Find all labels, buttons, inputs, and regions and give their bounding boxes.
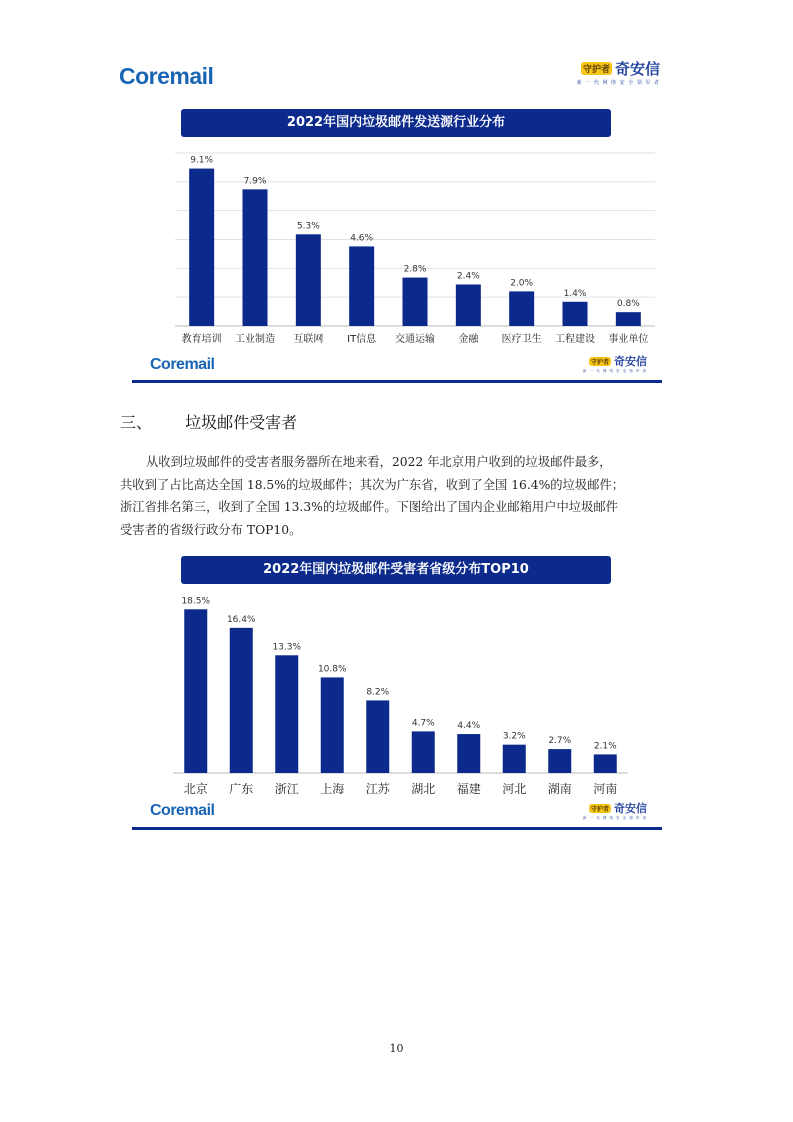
category-label: 教育培训: [181, 334, 222, 345]
bar-教育培训: [189, 169, 214, 326]
chart1-qax-name: 奇安信: [614, 355, 647, 368]
category-label: 浙江: [274, 782, 299, 796]
paragraph-line: 从收到垃圾邮件的受害者服务器所在地来看，2022 年北京用户收到的垃圾邮件最多，: [146, 455, 612, 469]
data-label: 0.8%: [616, 299, 640, 310]
bar-上海: [321, 677, 344, 773]
bar-交通运输: [403, 278, 428, 326]
bar-事业单位: [616, 312, 641, 326]
category-label: 河南: [593, 782, 618, 796]
qax-name: 奇安信: [614, 60, 660, 78]
section-number: 三、: [120, 413, 153, 432]
data-label: 10.8%: [317, 664, 347, 675]
chart1-bottom-rule: [132, 380, 662, 383]
data-label: 13.3%: [272, 642, 302, 653]
data-label: 4.4%: [457, 721, 481, 732]
category-label: 上海: [320, 782, 345, 796]
category-label: 事业单位: [608, 334, 649, 345]
qianxin-logo: [540, 58, 660, 86]
chart1-coremail-logo: Coremail: [150, 356, 215, 373]
chart2-qax-slogan: 新 一 代 网 络 安 全 领 军 者: [582, 816, 647, 820]
category-label: 金融: [458, 334, 479, 345]
chart2-coremail-logo: Coremail: [150, 802, 215, 819]
chart1-title: 2022年国内垃圾邮件发送源行业分布: [181, 109, 611, 137]
coremail-logo: Coremail: [119, 63, 214, 89]
paragraph-line: 浙江省排名第三，收到了全国 13.3%的垃圾邮件。下图给出了国内企业邮箱用户中垃圾邮件: [120, 500, 618, 514]
category-label: 江苏: [365, 782, 390, 796]
bar-互联网: [296, 234, 321, 326]
chart2-qax-badge: 守护者: [590, 805, 609, 813]
body-paragraph: [120, 451, 670, 541]
data-label: 2.8%: [403, 264, 427, 275]
data-label: 2.7%: [548, 736, 572, 747]
bar-江苏: [366, 700, 389, 773]
chart1-qax-slogan: 新 一 代 网 络 安 全 领 军 者: [582, 369, 647, 373]
bar-工业制造: [243, 189, 268, 326]
category-label: 湖北: [411, 782, 436, 796]
category-label: 北京: [183, 782, 208, 796]
data-label: 7.9%: [243, 176, 267, 187]
bar-河南: [594, 754, 617, 773]
chart1-qianxin-logo: [572, 353, 647, 374]
chart1-qax-badge: 守护者: [590, 358, 609, 366]
category-label: 交通运输: [395, 334, 435, 345]
category-label: 互联网: [293, 334, 324, 345]
category-label: 工业制造: [235, 334, 275, 345]
data-label: 18.5%: [181, 596, 211, 607]
paragraph-line: 共收到了占比高达全国 18.5%的垃圾邮件；其次为广东省，收到了全国 16.4%的垃圾邮件；: [120, 477, 625, 492]
paragraph-line: 受害者的省级行政分布 TOP10。: [120, 522, 302, 537]
page-number: 10: [389, 1042, 404, 1055]
bar-北京: [184, 609, 207, 773]
qax-slogan: 新 一 代 网 络 安 全 领 军 者: [576, 80, 660, 86]
data-label: 3.2%: [502, 731, 526, 742]
data-label: 8.2%: [366, 687, 390, 698]
data-label: 2.4%: [456, 271, 480, 282]
chart2-title: 2022年国内垃圾邮件受害者省级分布TOP10: [181, 556, 611, 584]
qax-badge: 守护者: [581, 62, 612, 75]
data-label: 4.7%: [411, 718, 435, 729]
data-label: 4.6%: [350, 233, 374, 244]
category-label: 湖南: [547, 782, 572, 796]
data-label: 1.4%: [563, 288, 587, 299]
data-label: 16.4%: [226, 614, 256, 625]
bar-河北: [503, 745, 526, 773]
data-label: 2.1%: [593, 741, 617, 752]
chart2-qax-name: 奇安信: [614, 802, 647, 815]
category-label: 医疗卫生: [501, 334, 542, 345]
category-label: 河北: [502, 782, 527, 796]
chart2-bottom-rule: [132, 827, 662, 830]
section-title: 垃圾邮件受害者: [185, 413, 298, 432]
bar-广东: [230, 628, 253, 773]
bar-医疗卫生: [509, 291, 534, 326]
category-label: 工程建设: [555, 334, 595, 345]
bar-湖南: [548, 749, 571, 773]
chart2-qianxin-logo: [572, 800, 647, 821]
bar-浙江: [275, 655, 298, 773]
category-label: 广东: [229, 782, 254, 796]
bar-金融: [456, 284, 481, 326]
category-label: 福建: [456, 782, 481, 796]
bar-福建: [457, 734, 480, 773]
data-label: 5.3%: [296, 221, 320, 232]
bar-工程建设: [563, 302, 588, 326]
category-label: IT信息: [347, 334, 377, 345]
section-heading: [120, 410, 297, 433]
bar-IT信息: [349, 246, 374, 326]
data-label: 9.1%: [190, 155, 214, 166]
bar-湖北: [412, 731, 435, 773]
data-label: 2.0%: [510, 278, 534, 289]
